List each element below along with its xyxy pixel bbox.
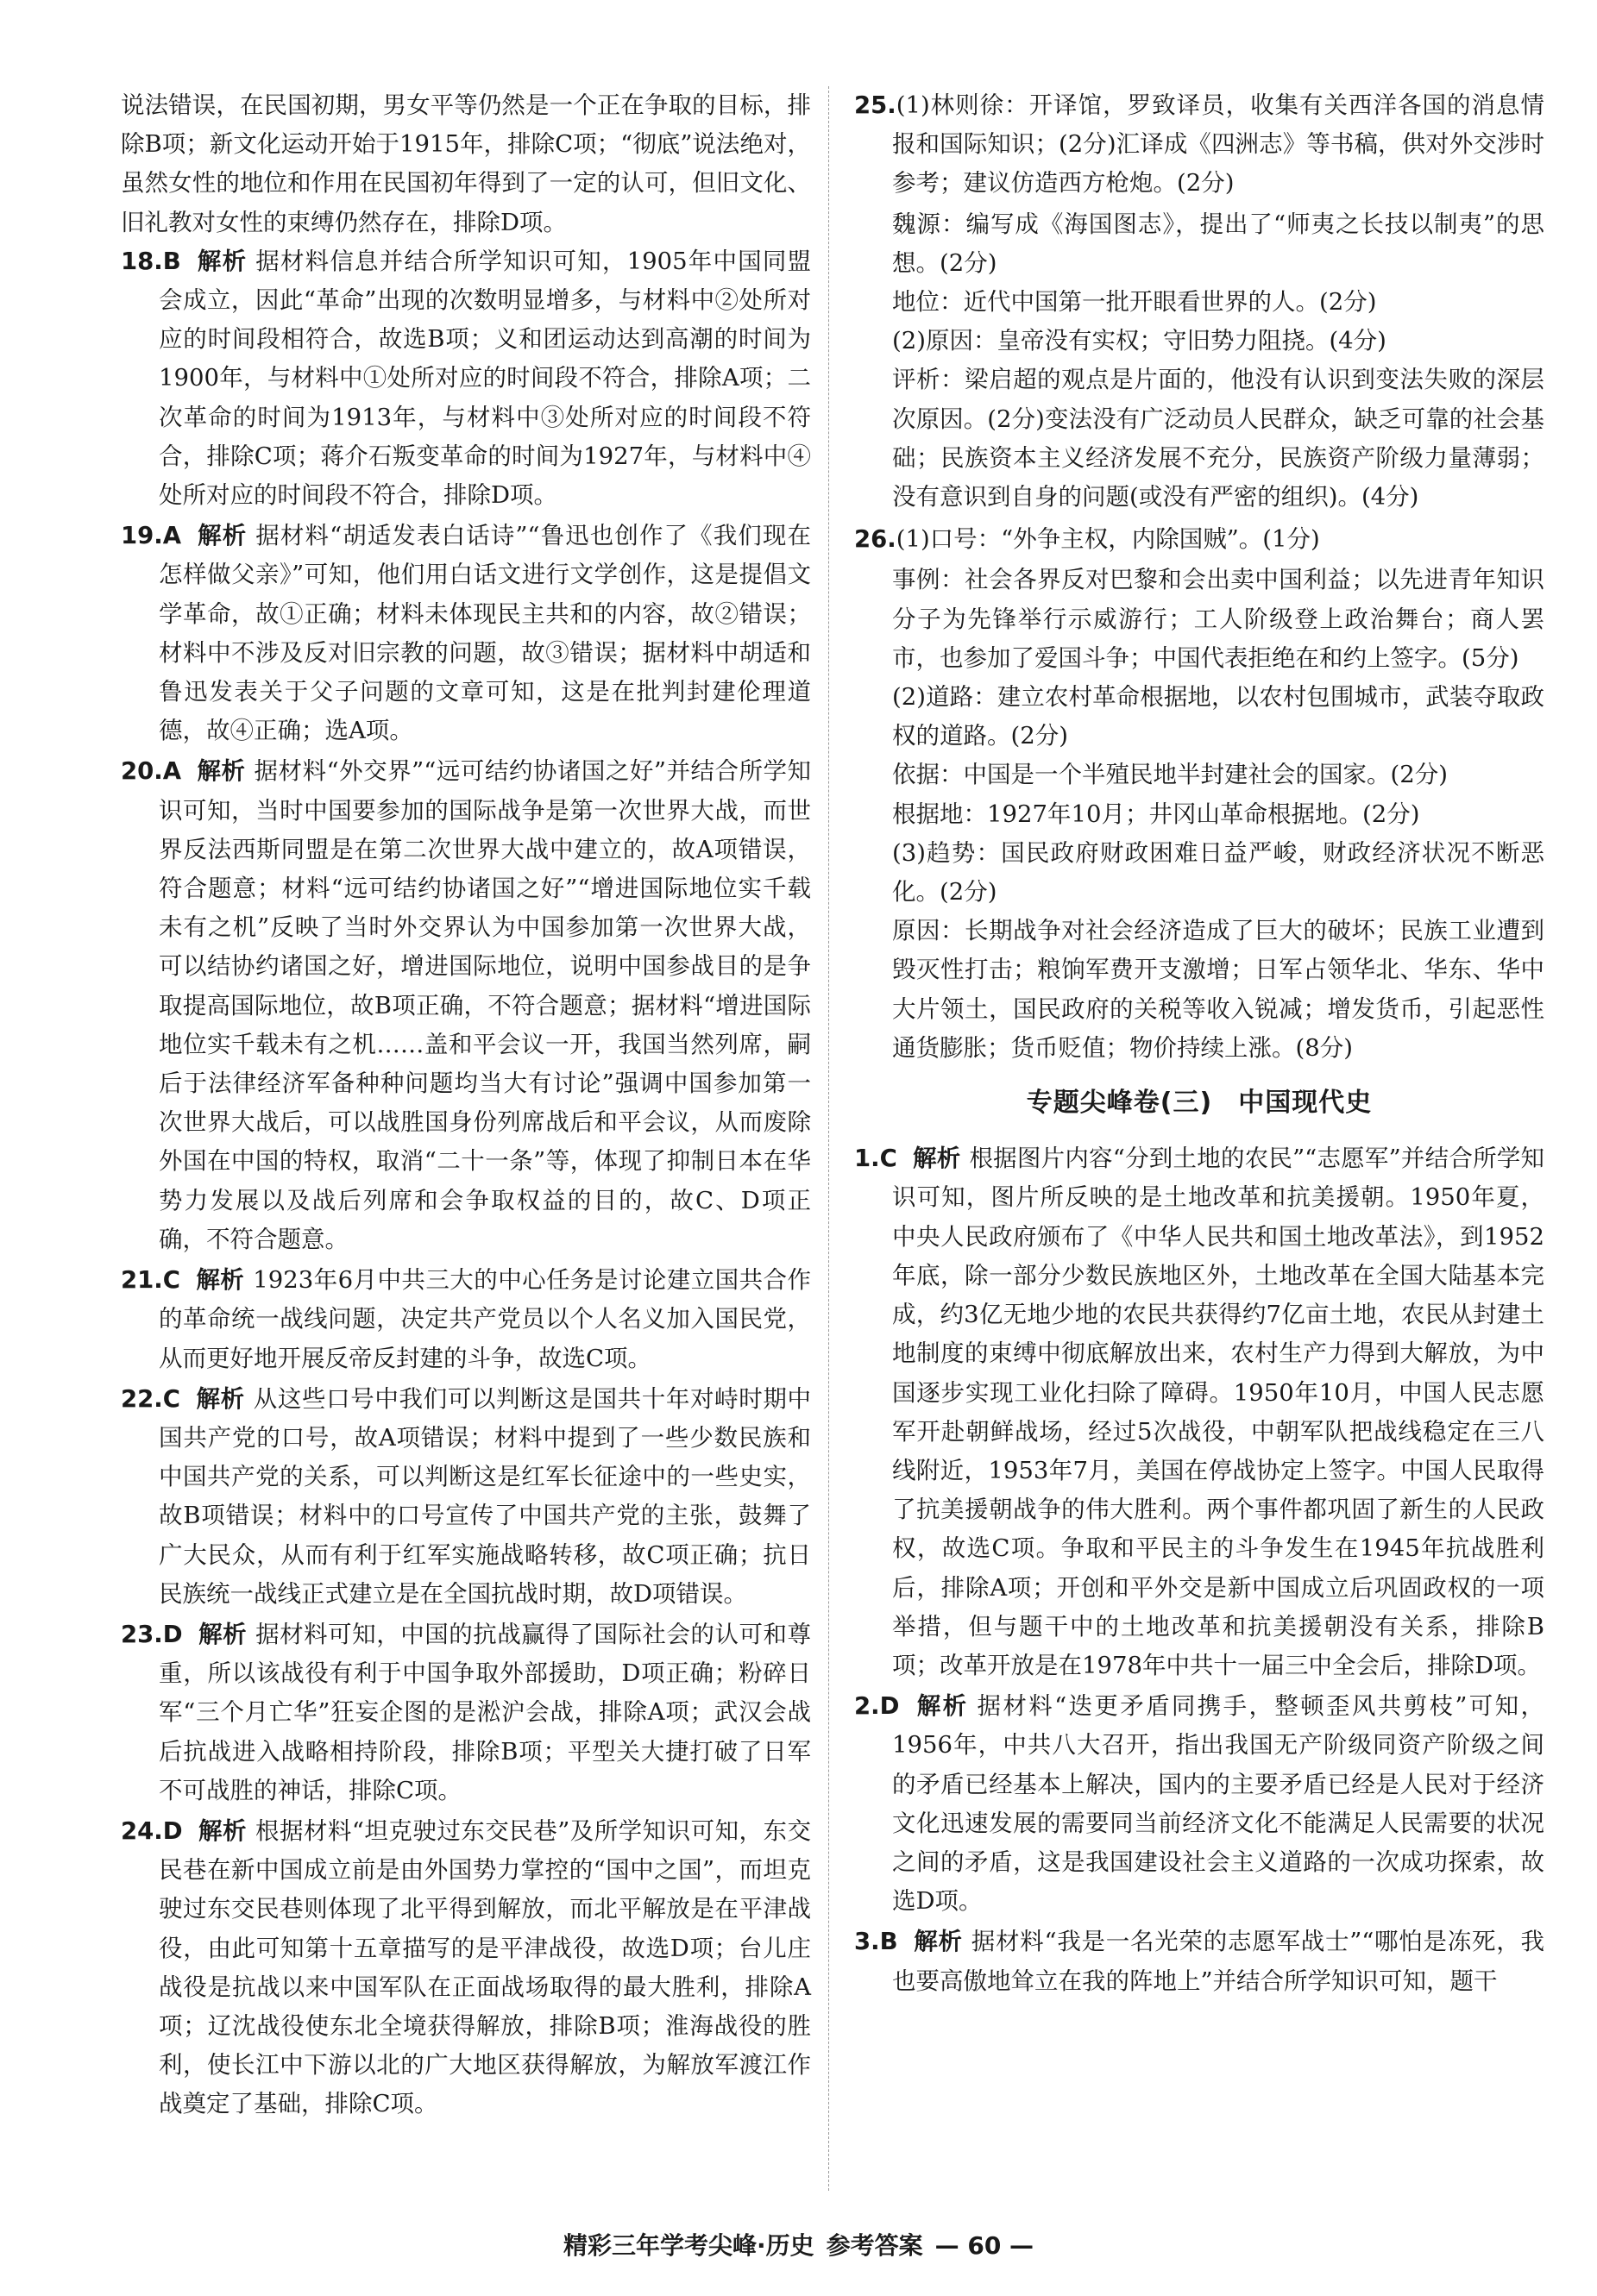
section-subtitle: 中国现代史 [1238,1088,1373,1119]
answer-number: 26. [854,525,896,554]
answer-26-line: (2)道路：建立农村革命根据地，以农村包围城市，武装夺取政权的道路。(2分) [892,683,1544,750]
answer-23 [121,1615,811,1810]
answer-number: 19. [121,522,163,550]
answer-number: 25. [854,91,896,119]
page-footer [0,2227,1597,2261]
answer-number: 23. [121,1620,163,1648]
answer-choice: C [879,1145,897,1173]
footer-section: 参考答案 [826,2231,923,2260]
analysis-label: 解析 [198,1816,247,1845]
analysis-text: 据材料“迭更矛盾同携手，整顿歪风共剪枝”可知，1956年，中共八大召开，指出我国无产阶级同资产阶级之间的矛盾已经基本上解决，国内的主要矛盾已经是人民对于经济文化迅速发展的需要同当前经济文化不能满足人民需要的状况之间的矛盾，这是我国建设社会主义道路的一次成功探索，故选D项。 [892,1692,1544,1916]
analysis-label: 解析 [915,1692,969,1721]
analysis-label: 解析 [197,757,246,786]
analysis-label: 解析 [913,1928,963,1956]
analysis-label: 解析 [195,1266,245,1295]
answer-22 [121,1380,811,1614]
answer-number: 2. [854,1692,880,1721]
analysis-text: 根据图片内容“分到土地的农民”“志愿军”并结合所学知识可知，图片所反映的是土地改革和抗美援朝。1950年夏，中央人民政府颁布了《中华人民共和国土地改革法》，到1952年底，除一部分少数民族地区外，土地改革在全国大陆基本完成，约3亿无地少地的农民共获得约7亿亩土地，农民从封建土地制度的束缚中彻底解放出来，农村生产力得到大解放，为中国逐步实现工业化扫除了障碍。1950年10月，中国人民志愿军开赴朝鲜战场，经过5次战役，中朝军队把战线稳定在三八线附近，1953年7月，美国在停战协定上签字。中国人民取得了抗美援朝战争的伟大胜利。两个事件都巩固了新生的人民政权，故选C项。争取和平民主的斗争发生在1945年抗战胜利后，排除A项；开创和平外交是新中国成立后巩固政权的一项举措，但与题干中的土地改革和抗美援朝没有关系，排除B项；改革开放是在1978年中共十一届三中全会后，排除D项。 [892,1145,1545,1679]
page-number: — 60 — [934,2231,1034,2260]
answer-25-line: (2)原因：皇帝没有实权；守旧势力阻挠。(4分) [892,327,1386,355]
right-column [854,86,1544,2003]
answer-26-line: (3)趋势：国民政府财政困难日益严峻，财政经济状况不断恶化。(2分) [892,838,1544,906]
analysis-label: 解析 [195,1384,245,1413]
answer-19 [121,517,811,750]
answer-25-line: 评析：梁启超的观点是片面的，他没有认识到变法失败的深层次原因。(2分)变法没有广泛动员人民群众，缺乏可靠的社会基础；民族资本主义经济发展不充分，民族资产阶级力量薄弱；没有意识到自身的问题(或没有严密的组织)。(4分) [892,366,1544,511]
analysis-label: 解析 [196,247,248,275]
answer-number: 24. [121,1816,163,1845]
answer-choice: D [162,1816,183,1845]
answer-choice: B [879,1928,898,1956]
answer-number: 20. [121,757,163,786]
answer-number: 22. [121,1384,163,1413]
answer-line: (1)口号：“外争主权，内除国贼”。(1分) [896,525,1320,554]
answer-s2 [854,1687,1544,1921]
answer-choice: A [162,757,182,786]
analysis-label: 解析 [197,522,248,550]
section-heading [854,1083,1544,1122]
analysis-text: 据材料“胡适发表白话诗”“鲁迅也创作了《我们现在怎样做父亲》”可知，他们用白话文进行文学创作，这是提倡文学革命，故①正确；材料未体现民主共和的内容，故②错误；材料中不涉及反对旧宗教的问题，故③错误；据材料中胡适和鲁迅发表关于父子问题的文章可知，这是在批判封建伦理道德，故④正确；选A项。 [159,522,811,745]
answer-20 [121,752,811,1259]
answer-26-line: 事例：社会各界反对巴黎和会出卖中国利益；以先进青年知识分子为先锋举行示威游行；工人阶级登上政治舞台；商人罢市，也参加了爱国斗争；中国代表拒绝在和约上签字。(5分) [892,566,1544,672]
analysis-text: 从这些口号中我们可以判断这是国共十年对峙时期中国共产党的口号，故A项错误；材料中提到了一些少数民族和中国共产党的关系，可以判断这是红军长征途中的一些史实，故B项错误；材料中的口号宣传了中国共产党的主张，鼓舞了广大民众，从而有利于红军实施战略转移，故C项正确；抗日民族统一战线正式建立是在全国抗战时期，故D项错误。 [159,1384,812,1608]
answer-26-line: 根据地：1927年10月；井冈山革命根据地。(2分) [892,800,1420,828]
answer-25-line: 地位：近代中国第一批开眼看世界的人。(2分) [892,288,1377,317]
footer-book-title: 精彩三年学考尖峰·历史 [563,2231,814,2260]
answer-number: 1. [854,1145,880,1173]
answer-26-line: 原因：长期战争对社会经济造成了巨大的破坏；民族工业遭到毁灭性打击；粮饷军费开支激增；日军占领华北、华东、华中大片领土，国民政府的关税等收入锐减；增发货币，引起恶性通货膨胀；货币贬值；物价持续上涨。(8分) [892,917,1544,1062]
answer-26-part-1 [854,520,1544,559]
answer-number: 3. [854,1928,880,1956]
analysis-text: 据材料“外交界”“远可结约协诸国之好”并结合所学知识可知，当时中国要参加的国际战争是第一次世界大战，而世界反法西斯同盟是在第二次世界大战中建立的，故A项错误，符合题意；材料“远可结约协诸国之好”“增进国际地位实千载未有之机”反映了当时外交界认为中国参加第一次世界大战，可以结协约诸国之好，增进国际地位，说明中国参战目的是争取提高国际地位，故B项正确，不符合题意；据材料“增进国际地位实千载未有之机……盖和平会议一开，我国当然列席，嗣后于法律经济军备种种问题均当大有讨论”强调中国参加第一次世界大战后，可以战胜国身份列席战后和平会议，从而废除外国在中国的特权，取消“二十一条”等，体现了抑制日本在华势力发展以及战后列席和会争取权益的目的，故C、D项正确，不符合题意。 [159,757,812,1253]
analysis-text: 据材料可知，中国的抗战赢得了国际社会的认可和尊重，所以该战役有利于中国争取外部援助，D项正确；粉碎日军“三个月亡华”狂妄企图的是淞沪会战，排除A项；武汉会战后抗战进入战略相持阶段，排除B项；平型关大捷打破了日军不可战胜的神话，排除C项。 [159,1620,812,1804]
answer-choice: C [162,1384,180,1413]
section-title: 专题尖峰卷(三) [1026,1088,1213,1119]
answer-choice: D [879,1692,900,1721]
analysis-text: 根据材料“坦克驶过东交民巷”及所学知识可知，东交民巷在新中国成立前是由外国势力掌控的“国中之国”，而坦克驶过东交民巷则体现了北平得到解放，而北平解放是在平津战役，由此可知第十五章描写的是平津战役，故选D项；台儿庄战役是抗战以来中国军队在正面战场取得的最大胜利，排除A项；辽沈战役使东北全境获得解放，排除B项；淮海战役的胜利，使长江中下游以北的广大地区获得解放，为解放军渡江作战奠定了基础，排除C项。 [159,1816,812,2118]
answer-18 [121,242,811,515]
column-divider [828,86,829,2191]
answer-26-line: 依据：中国是一个半殖民地半封建社会的国家。(2分) [892,761,1448,789]
answer-21 [121,1261,811,1378]
analysis-text: 据材料信息并结合所学知识可知，1905年中国同盟会成立，因此“革命”出现的次数明显增多，与材料中②处所对应的时间段相符合，故选B项；义和团运动达到高潮的时间为1900年，与材料中①处所对应的时间段不符合，排除A项；二次革命的时间为1913年，与材料中③处所对应的时间段不符合，排除C项；蒋介石叛变革命的时间为1927年，与材料中④处所对应的时间段不符合，排除D项。 [159,247,812,510]
analysis-text: 1923年6月中共三大的中心任务是讨论建立国共合作的革命统一战线问题，决定共产党员以个人名义加入国民党，从而更好地开展反帝反封建的斗争，故选C项。 [159,1266,811,1372]
answer-choice: C [162,1266,180,1295]
answer-number: 21. [121,1266,163,1295]
answer-choice: A [162,522,182,550]
analysis-label: 解析 [198,1620,248,1648]
answer-s3 [854,1923,1544,2000]
analysis-label: 解析 [912,1145,961,1173]
answer-25-part-1 [854,86,1544,204]
answer-24 [121,1812,811,2124]
analysis-text: 据材料“我是一名光荣的志愿军战士”“哪怕是冻死，我也要高傲地耸立在我的阵地上”并结合所学知识可知，题干 [892,1928,1545,1995]
answer-choice: D [162,1620,183,1648]
answer-number: 18. [121,247,163,275]
q17-continuation: 说法错误，在民国初期，男女平等仍然是一个正在争取的目标，排除B项；新文化运动开始于1915年，排除C项；“彻底”说法绝对，虽然女性的地位和作用在民国初年得到了一定的认可，但旧文化、旧礼教对女性的束缚仍然存在，排除D项。 [121,91,811,236]
answer-choice: B [162,247,181,275]
left-column [121,86,811,2126]
answer-line: (1)林则徐：开译馆，罗致译员，收集有关西洋各国的消息情报和国际知识；(2分)汇译成《四洲志》等书稿，供对外交涉时参考；建议仿造西方枪炮。(2分) [892,91,1544,198]
answer-s1 [854,1139,1544,1685]
answer-25-line: 魏源：编写成《海国图志》，提出了“师夷之长技以制夷”的思想。(2分) [892,210,1544,277]
